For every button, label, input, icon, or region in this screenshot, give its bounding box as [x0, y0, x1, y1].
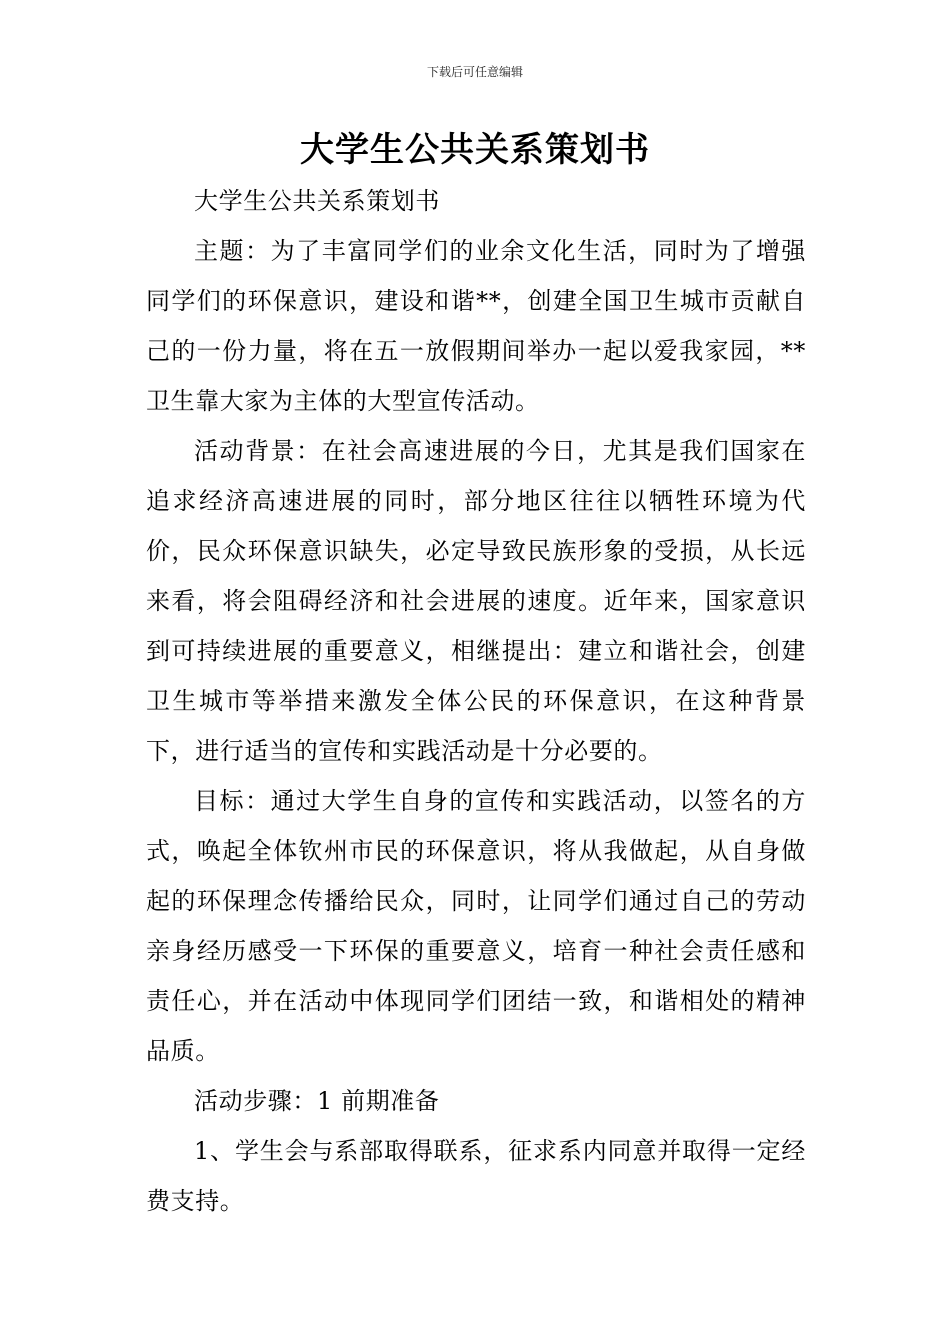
paragraph-background: 活动背景：在社会高速进展的今日，尤其是我们国家在追求经济高速进展的同时，部分地区往往以牺牲环境为代价，民众环保意识缺失，必定导致民族形象的受损，从长远来看，将会阻碍经济和社会进展的速度。近年来，国家意识到可持续进展的重要意义，相继提出：建立和谐社会，创建卫生城市等举措来激发全体公民的环保意识，在这种背景下，进行适当的宣传和实践活动是十分必要的。 [146, 437, 806, 765]
paragraph-subtitle: 大学生公共关系策划书 [194, 187, 440, 215]
document-body [146, 176, 806, 1226]
paragraph-goal: 目标：通过大学生自身的宣传和实践活动，以签名的方式，唤起全体钦州市民的环保意识，将从我做起，从自身做起的环保理念传播给民众，同时，让同学们通过自己的劳动亲身经历感受一下环保的重要意义，培育一种社会责任感和责任心，并在活动中体现同学们团结一致，和谐相处的精神品质。 [146, 787, 806, 1065]
paragraph-theme: 主题：为了丰富同学们的业余文化生活，同时为了增强同学们的环保意识，建设和谐**，创建全国卫生城市贡献自己的一份力量，将在五一放假期间举办一起以爱我家园，**卫生靠大家为主体的大型宣传活动。 [146, 237, 806, 415]
paragraph-step-1: 1、学生会与系部取得联系，征求系内同意并取得一定经费支持。 [146, 1137, 806, 1215]
document-title: 大学生公共关系策划书 [300, 130, 650, 170]
header-note: 下载后可任意编辑 [426, 65, 523, 79]
paragraph-steps: 活动步骤：1 前期准备 [194, 1087, 440, 1115]
